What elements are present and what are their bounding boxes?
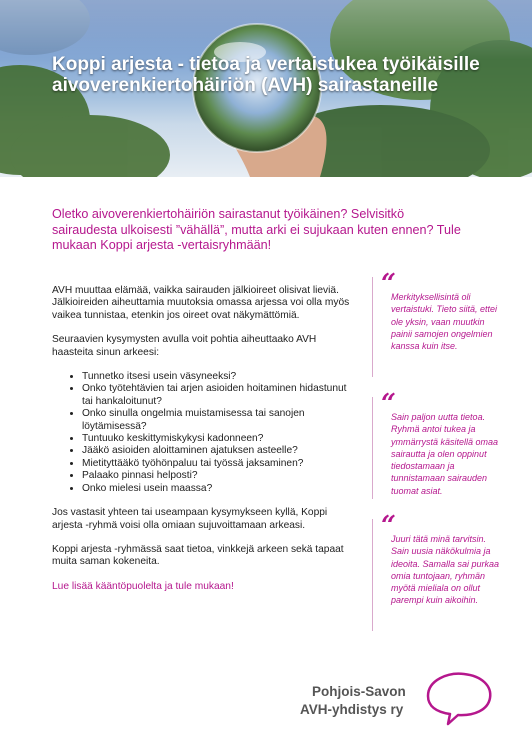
intro-text: Oletko aivoverenkiertohäiriön sairastanut työikäinen? Selvisitkö sairaudesta ulkoisesti ”vähällä”, mutta arki ei sujukaan kuten ennen? Tule mukaan Koppi arjesta -vertaisryhmään! bbox=[52, 207, 461, 253]
list-item: • Jääkö asioiden aloittaminen ajatuksen asteelle? bbox=[82, 445, 352, 457]
list-item: • Palaako pinnasi helposti? bbox=[82, 470, 352, 482]
quote-icon: “ bbox=[381, 269, 396, 299]
list-item: • Onko sinulla ongelmia muistamisessa tai sanojen löytämisessä? bbox=[82, 408, 352, 433]
list-item: • Tuntuuko keskittymiskykysi kadonneen? bbox=[82, 433, 352, 445]
list-item: • Mietityttääkö työhönpaluu tai työssä jaksaminen? bbox=[82, 458, 352, 470]
question-list bbox=[52, 371, 352, 495]
testimonial-text: Sain paljon uutta tietoa. Ryhmä antoi tukea ja ymmärrystä käsitellä omaa sairautta ja olen oppinut tiedostamaan ja tunnistamaan sairauden tuomat asiat. bbox=[391, 412, 499, 496]
logo-text-line1: Pohjois-Savon bbox=[312, 684, 406, 699]
testimonial-text: Merkityksellisintä oli vertaistuki. Tieto siitä, ettei ole yksin, vaan muutkin painii samojen ongelmien kanssa kuin itse. bbox=[391, 292, 497, 352]
testimonial bbox=[372, 389, 500, 499]
paragraph: Jos vastasit yhteen tai useampaan kysymykseen kyllä, Koppi arjesta -ryhmä voisi olla omiaan sujuvoittamaan arkeasi. bbox=[52, 507, 328, 531]
testimonial bbox=[372, 511, 500, 631]
header-image bbox=[0, 0, 532, 177]
list-item: • Tunnetko itsesi usein väsyneeksi? bbox=[82, 371, 352, 383]
logo-text-line2: AVH-yhdistys ry bbox=[300, 702, 404, 717]
quote-icon: “ bbox=[381, 389, 396, 419]
testimonial-text: Juuri tätä minä tarvitsin. Sain uusia näkökulmia ja ideoita. Samalla sai purkaa omia tuntojaan, ryhmän myötä mieliala on ollut parempi kuin aikoihin. bbox=[391, 534, 500, 606]
paragraph: Koppi arjesta -ryhmässä saat tietoa, vinkkejä arkeen sekä tapaat muita saman kokeneita. bbox=[52, 543, 344, 568]
page-title: Koppi arjesta - tietoa ja vertaistukea työikäisille aivoverenkiertohäiriön (AVH) sairastaneille bbox=[52, 54, 480, 96]
testimonials bbox=[372, 269, 500, 631]
list-item: • Onko työtehtävien tai arjen asioiden hoitaminen hidastunut tai hankaloitunut? bbox=[82, 383, 352, 408]
main-content bbox=[52, 285, 352, 605]
call-to-action: Lue lisää kääntöpuolelta ja tule mukaan! bbox=[52, 580, 234, 592]
list-item: • Onko mielesi usein maassa? bbox=[82, 483, 352, 495]
quote-icon: “ bbox=[381, 511, 396, 541]
paragraph: Seuraavien kysymysten avulla voit pohtia aiheuttaako AVH haasteita sinun arkeesi: bbox=[52, 334, 317, 358]
speech-bubble-icon bbox=[418, 668, 498, 728]
paragraph: AVH muuttaa elämää, vaikka sairauden jälkioireet olisivat lieviä. Jälkioireiden aiheuttamia muutoksia omassa arjessa voi olla myös vaikea tunnistaa, etenkin jos oireet ovat näkymättömiä. bbox=[52, 285, 350, 321]
organization-logo bbox=[300, 662, 500, 722]
testimonial bbox=[372, 269, 500, 377]
